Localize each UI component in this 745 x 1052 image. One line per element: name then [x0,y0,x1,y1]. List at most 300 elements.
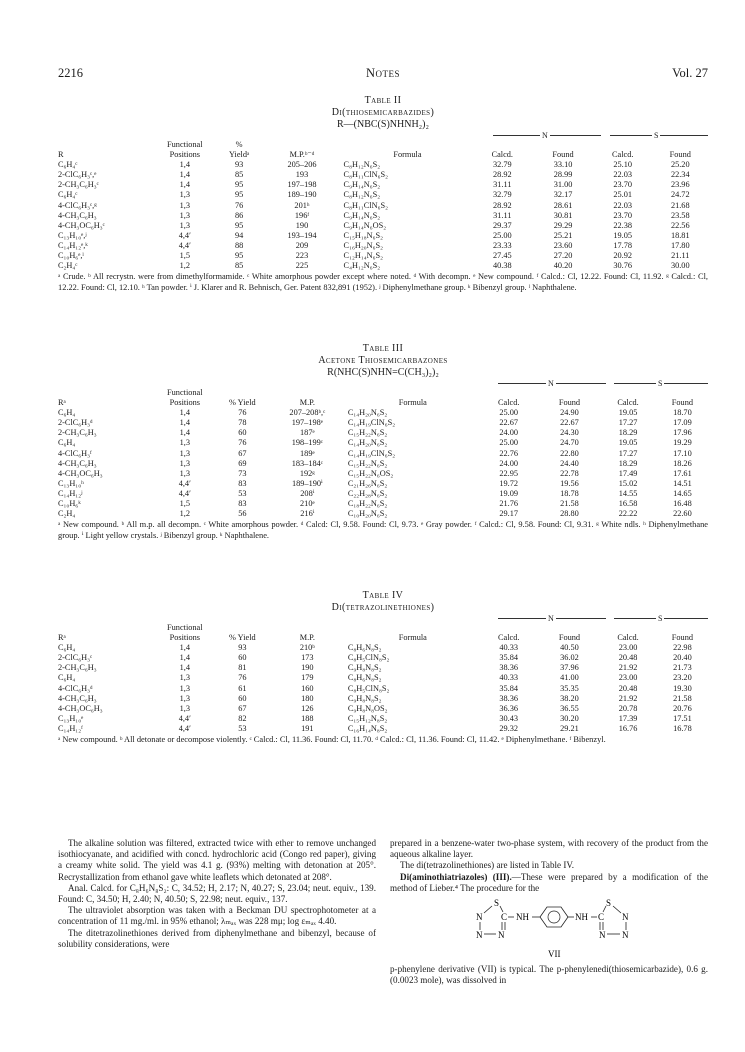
table-cell: 17.39 [618,713,638,723]
table-cell: 20.78 [618,703,638,713]
table-cell: 25.00 [499,438,519,448]
table-cell: 29.29 [553,220,573,230]
table-cell: 17.80 [670,240,690,250]
column-header [540,623,600,633]
group-label-s: S [658,614,663,623]
table-row [58,160,708,170]
paragraph: The ditetrazolinethiones derived from diphenylmethane and bibenzyl, because of solubility considerations, were [58,927,376,949]
table-cell: C₆H₄ [58,673,76,683]
table-cell: 20.48 [618,653,638,663]
paragraph-text: —These were prepared by a modification of the method of Lieber.⁴ The procedure for the [390,871,709,893]
table-cell: 1,4 [179,663,190,673]
table-cell: C₄H₁₂N₆S₂ [343,261,381,271]
table-cell: C₈H₆N₈S₂ [347,643,382,653]
table-cell: 1,4 [179,180,190,190]
column-header [478,388,540,398]
table-cell: 193 [295,170,309,180]
table-footnote: ᵃ New compound. ᵇ All m.p. all decompn. ᶜ White amorphous powder. ᵈ Calcd: Cl, 9.58. Found: Cl, 9.73. ᵉ Gray powder. ᶠ Calcd.: Cl, 9.58. Found: Cl, 9.31. ᵍ White ndls. ʰ Diphenylmethane group. ⁱ Light yellow crystals. ʲ Bibenzyl group. ᵏ Naphthalene. [58,520,708,540]
table-row [58,170,708,180]
table-cell: 18.81 [670,230,690,240]
atom-c-right: C [598,912,605,923]
column-header: Formula [398,398,427,408]
header-row [58,388,708,398]
atom-c-left: C [501,912,508,923]
table-cell: C₁₆H₂₀N₆S₂ [343,240,384,250]
table-title: Acetone Thiosemicarbazones [318,355,448,366]
table-cell: 33.10 [553,160,573,170]
right-column [390,838,708,986]
table-cell: 160 [301,683,314,693]
table-cell: C₈H₆N₈S₂ [347,673,382,683]
column-header: Calcd. [497,633,520,643]
table-cell: C₉H₈N₈S₂ [347,663,382,673]
table-cell: C₁₄H₁₂ᶠ [58,723,83,733]
table-cell: 1,3 [179,673,190,683]
table-cell: 1,4 [179,418,190,428]
table-cell: 22.34 [670,170,690,180]
table-cell: 1,3 [179,448,190,458]
table-cell: 30.00 [670,261,690,271]
table-cell: C₁₄H₂₀N₆S₂ [347,408,388,418]
table-cell: C₁₄H₁₉ClN₆S₂ [347,448,396,458]
table-cell: 19.05 [618,438,638,448]
atom-n-left-bottom-a: N [476,930,483,941]
page-header [58,66,708,82]
table-cell: 22.38 [613,220,633,230]
table-cell: 95 [234,190,244,200]
table-cell: C₁₀H₆ᵏ [58,499,81,509]
table-cell: 17.61 [673,468,692,478]
header-row [58,398,708,408]
table-cell: 17.49 [618,468,638,478]
table-cell: 35.84 [499,653,519,663]
column-header: % Yield [229,633,256,643]
table-row [58,459,708,469]
table-cell: C₂H₄ [58,509,76,519]
table-4 [58,590,708,746]
table-cell: 22.22 [618,509,638,519]
table-cell: 22.56 [670,220,690,230]
table-cell: C₁₃H₁₀ᵉ,ʲ [58,230,87,240]
atom-n-right-bottom-a: N [599,930,606,941]
table-cell: 18.26 [673,458,692,468]
column-header [348,388,478,398]
column-header [599,388,657,398]
column-header [471,140,533,150]
table-cell: 36.02 [560,653,579,663]
table-cell: 4-CH₃OC₆H₃ [58,703,103,713]
table-footnote: ᵃ Crude. ᵇ All recrystn. were from dimethylformamide. ᶜ White amorphous powder except where noted. ᵈ With decompn. ᵉ New compound. ᶠ Calcd.: Cl, 12.22. Found: Cl, 11.92. ᵍ Calcd.: Cl, 12.22. Found: Cl, 12.10. ʰ Tan powder. ⁱ J. Klarer and R. Behnisch, Ger. Patent 832,891 (1952). ʲ Diphenylmethane group. ᵏ Bibenzyl group. ˡ Naphthalene. [58,272,708,292]
table-cell: 1,3 [179,458,190,468]
column-group-header [58,614,708,623]
table-cell: C₉H₁₄N₆S₂ [343,210,381,220]
column-header [218,623,267,633]
table-cell: 21.92 [618,663,638,673]
table-2 [58,95,708,293]
table-cell: 30.76 [613,261,633,271]
paragraph [390,872,708,894]
table-cell: 1,2 [179,509,190,519]
table-cell: 210ᵇ [299,643,315,653]
table-cell: 24.00 [499,458,519,468]
table-cell: 17.10 [673,448,692,458]
table-cell: 17.27 [618,448,638,458]
table-cell: 1,4 [179,653,190,663]
table-cell: 14.65 [673,488,692,498]
column-header: Formula [393,150,422,160]
table-row [58,479,708,489]
column-header [653,140,708,150]
table-cell: 60 [238,693,247,703]
column-header: R [58,150,64,160]
column-header: Calcd. [491,150,514,160]
column-header: Rᵃ [58,633,66,643]
table-cell: C₈H₁₁ClN₆S₂ [343,170,388,180]
table-cell: 2-CH₃C₆H₃ [58,428,97,438]
table-cell: 32.17 [553,190,573,200]
table-row [58,211,708,221]
table-cell: 85 [234,261,244,271]
table-cell: 85 [234,170,244,180]
table-cell: 23.33 [492,240,512,250]
table-cell: 28.99 [553,170,573,180]
table-row [58,251,708,261]
table-label: Table III [362,343,404,354]
column-header [533,140,593,150]
table-cell: 22.03 [613,200,633,210]
table-cell: 208ⁱ [300,488,315,498]
column-header: % Yield [229,398,256,408]
column-header: Calcd. [497,398,520,408]
table-cell: 19.05 [618,408,638,418]
table-title: Di(tetrazolinethiones) [331,602,435,613]
table-cell: 93 [238,643,247,653]
table-cell: 25.00 [499,408,519,418]
column-header: Positions [169,150,201,160]
table-cell: 4-CH₃C₆H₃ [58,458,97,468]
table-row [58,643,708,653]
table-cell: 4-CH₃OC₆H₃ [58,468,103,478]
table-cell: 22.78 [560,468,579,478]
paragraph: The alkaline solution was filtered, extracted twice with ether to remove unchanged isothiocyanate, and acidified with concd. hydrochloric acid (Congo red paper), giving a creamy white solid. The yield was 4.1 g. (93%) melting with detonation at 205°. Recrystallization from ethanol gave white leaflets which detonated at 208°. [58,838,376,882]
table-formula: R(NHC(S)NHN=C(CH₃)₂)₂ [327,367,439,378]
column-header [657,623,708,633]
table-cell: C₁₅H₂₂N₆S₂ [347,458,388,468]
group-label-s: S [654,131,659,140]
column-header [657,388,708,398]
column-header: Positions [169,398,201,408]
table-cell: 22.60 [673,509,692,519]
table-cell: 2-ClC₆H₃ᶜ,ᵉ [58,170,97,180]
table-cell: C₁₅H₁₂N₈S₂ [347,713,388,723]
table-row [58,673,708,683]
structure-label: VII [548,949,561,960]
column-header [599,623,657,633]
table-cell: 30.20 [560,713,579,723]
section-heading: Di(aminothiatriazoles) (III). [400,871,512,882]
table-cell: 38.20 [560,693,579,703]
column-header [260,140,343,150]
table-cell: 15.02 [618,478,638,488]
table-cell: 20.76 [673,703,692,713]
page-number: 2216 [58,66,83,80]
table-cell: C₁₆H₁₄N₈S₂ [347,723,388,733]
table-cell: 82 [238,713,247,723]
table-cell: 18.29 [618,428,638,438]
table-cell: C₂H₄ᶜ [58,261,78,271]
column-header [478,623,540,633]
table-cell: C₉H₈N₈OS₂ [347,703,388,713]
table-cell: C₁₀H₆ᵉ,ˡ [58,251,84,261]
table-cell: C₁₀H₂₀N₆S₂ [347,509,388,519]
table-cell: 29.21 [560,723,579,733]
analysis-paragraph: Anal. Calcd. for C₈H₆N₈S₂: C, 34.52; H, 2.17; N, 40.27; S, 23.04; neut. equiv., 139. Found: C, 34.50; H, 2.40; N, 40.50; S, 22.98; neut. equiv., 137. [58,882,376,905]
header-row [58,633,708,643]
table-cell: C₉H₁₄N₆OS₂ [343,220,387,230]
table-cell: 23.00 [618,643,638,653]
data-table [58,623,708,734]
table-cell: 23.20 [673,673,692,683]
table-cell: 25.21 [553,230,573,240]
table-cell: 18.29 [618,458,638,468]
table-cell: 1,4 [179,643,190,653]
table-cell: 30.43 [499,713,519,723]
table-cell: C₂₁H₂₆N₆S₂ [347,478,388,488]
table-row [58,499,708,509]
header-row [58,623,708,633]
table-cell: 22.98 [673,643,692,653]
table-cell: 201ʰ [294,200,310,210]
atom-n-left-top: N [476,912,483,923]
table-cell: 28.61 [553,200,573,210]
table-cell: C₆H₄ᶜ [58,190,78,200]
table-cell: 69 [238,458,247,468]
table-cell: 86 [234,210,244,220]
table-cell: 193–194 [287,230,317,240]
table-row [58,694,708,704]
table-cell: 23.96 [670,180,690,190]
table-cell: 38.36 [499,693,519,703]
paragraph: prepared in a benzene-water two-phase system, with recovery of the product from the aqueous alkaline layer. [390,838,708,860]
table-row [58,704,708,714]
column-header: Calcd. [617,398,639,408]
table-cell: 197–198 [287,180,317,190]
table-cell: 67 [238,703,247,713]
column-header: Formula [398,633,427,643]
atom-n-right-bottom-b: N [622,930,629,941]
table-cell: 4,4′ [178,723,191,733]
table-row [58,449,708,459]
table-cell: 25.00 [492,230,512,240]
table-cell: 95 [234,180,244,190]
table-cell: 29.32 [499,723,519,733]
column-header [348,623,478,633]
table-cell: 83 [238,478,247,488]
table-cell: 24.00 [499,428,519,438]
table-cell: 1,4 [179,170,190,180]
table-row [58,469,708,479]
running-title: Notes [365,66,401,80]
table-cell: 4,4′ [178,478,191,488]
table-cell: 95 [234,251,244,261]
column-header: Yieldᵃ [229,150,250,160]
table-cell: 210ᵉ [300,499,315,509]
table-title: Di(thiosemicarbazides) [331,107,435,118]
table-cell: 61 [238,683,247,693]
table-cell: C₈H₁₂N₆S₂ [343,160,381,170]
table-cell: 19.09 [499,488,519,498]
table-cell: 21.68 [670,200,690,210]
table-cell: 36.55 [560,703,579,713]
column-header: Found [558,633,581,643]
table-cell: 94 [234,230,244,240]
table-cell: 4-ClC₆H₃ᵈ [58,683,93,693]
table-cell: 31.11 [493,210,512,220]
table-cell: 40.50 [560,643,579,653]
header-row [58,150,708,160]
table-cell: C₁₅H₂₂N₆OS₂ [347,468,394,478]
table-cell: 1,5 [179,499,190,509]
column-header: % [235,140,243,149]
table-cell: 4-ClC₆H₃ᶠ [58,448,92,458]
table-cell: 1,3 [179,200,190,210]
table-row [58,261,708,271]
column-header: Found [671,633,694,643]
table-row [58,428,708,438]
table-row [58,714,708,724]
table-cell: 21.58 [673,693,692,703]
group-label-s: S [658,379,663,388]
table-cell: 24.70 [560,438,579,448]
table-cell: 20.40 [673,653,692,663]
table-cell: 223 [295,251,309,261]
table-cell: 196ᶠ [294,210,310,220]
column-group-header [58,379,708,388]
table-cell: 35.84 [499,683,519,693]
table-cell: 22.95 [499,468,519,478]
table-cell: C₆H₄ [58,408,76,418]
table-cell: 190 [301,663,314,673]
table-cell: 192ᵍ [299,468,315,478]
table-cell: C₈H₅ClN₈S₂ [347,683,390,693]
table-cell: 14.51 [673,478,692,488]
table-cell: 19.56 [560,478,579,488]
column-header: Calcd. [611,150,634,160]
table-cell: 24.72 [670,190,690,200]
column-header: M.P.ᵇ⁻ᵈ [289,150,315,160]
column-header [58,623,152,633]
table-cell: 18.78 [560,488,579,498]
table-cell: 31.11 [493,180,512,190]
column-group-header [58,131,708,140]
table-cell: 180 [301,693,314,703]
column-header: M.P. [299,633,315,643]
table-cell: 1,3 [179,683,190,693]
table-cell: 4-CH₃OC₆H₃ᶜ [58,220,105,230]
table-cell: 17.78 [613,240,633,250]
table-cell: 18.70 [673,408,692,418]
table-cell: 27.20 [553,251,573,261]
table-cell: 1,3 [179,703,190,713]
table-row [58,509,708,519]
table-cell: 83 [238,499,247,509]
table-cell: 16.58 [618,499,638,509]
table-cell: 190 [295,220,309,230]
table-cell: 21.73 [673,663,692,673]
table-cell: 21.92 [618,693,638,703]
table-cell: 17.09 [673,418,692,428]
table-cell: C₁₃H₁₀ᵉ [58,713,84,723]
nh-left: NH [516,912,529,923]
table-cell: 88 [234,240,244,250]
table-cell: 78 [238,418,247,428]
structure-diagram [390,894,708,964]
table-3 [58,343,708,541]
column-header: M.P. [299,398,315,408]
table-cell: C₁₄H₁₉ClN₆S₂ [347,418,396,428]
table-cell: 126 [301,703,314,713]
table-cell: 1,3 [179,468,190,478]
table-cell: 2-CH₃C₆H₃ [58,663,97,673]
table-cell: 24.90 [560,408,579,418]
table-cell: 76 [238,673,247,683]
table-cell: 225 [295,261,309,271]
table-cell: 197–198ᵉ [291,418,323,428]
table-cell: C₈H₅ClN₈S₂ [347,653,390,663]
table-cell: 14.55 [618,488,638,498]
table-cell: 60 [238,653,247,663]
table-cell: 93 [234,160,244,170]
table-cell: 216ⁱ [300,509,315,519]
table-cell: 76 [234,200,244,210]
table-cell: 23.60 [553,240,573,250]
table-row [58,684,708,694]
table-cell: 17.96 [673,428,692,438]
table-cell: 4-CH₃C₆H₃ [58,210,97,220]
table-cell: 23.58 [670,210,690,220]
column-header: Functional [167,140,203,149]
table-row [58,201,708,211]
table-cell: 1,4 [179,408,190,418]
column-header [593,140,653,150]
column-header: Found [671,398,694,408]
table-cell: C₁₅H₁₈N₆S₂ [343,230,384,240]
header-row [58,140,708,150]
table-row [58,724,708,734]
table-cell: C₁₄H₁₂ᵉ,ᵏ [58,240,88,250]
table-cell: 19.72 [499,478,519,488]
table-cell: 23.70 [613,210,633,220]
table-cell: 1,3 [179,438,190,448]
table-cell: C₁₄H₂₀N₆S₂ [347,438,388,448]
column-header [267,388,348,398]
table-cell: C₆H₄ [58,643,76,653]
table-cell: 188 [301,713,314,723]
table-cell: 27.45 [492,251,512,261]
table-cell: 17.27 [618,418,638,428]
table-row [58,438,708,448]
table-cell: 4-ClC₆H₃ᶜ,ᵍ [58,200,97,210]
table-cell: 40.38 [492,261,512,271]
table-cell: 4,4′ [178,713,191,723]
table-cell: 173 [301,653,314,663]
table-cell: 191 [301,723,314,733]
nh-right: NH [575,912,588,923]
table-cell: 25.01 [613,190,633,200]
column-header [218,388,267,398]
table-cell: 189–190 [287,190,317,200]
table-cell: 23.00 [618,673,638,683]
